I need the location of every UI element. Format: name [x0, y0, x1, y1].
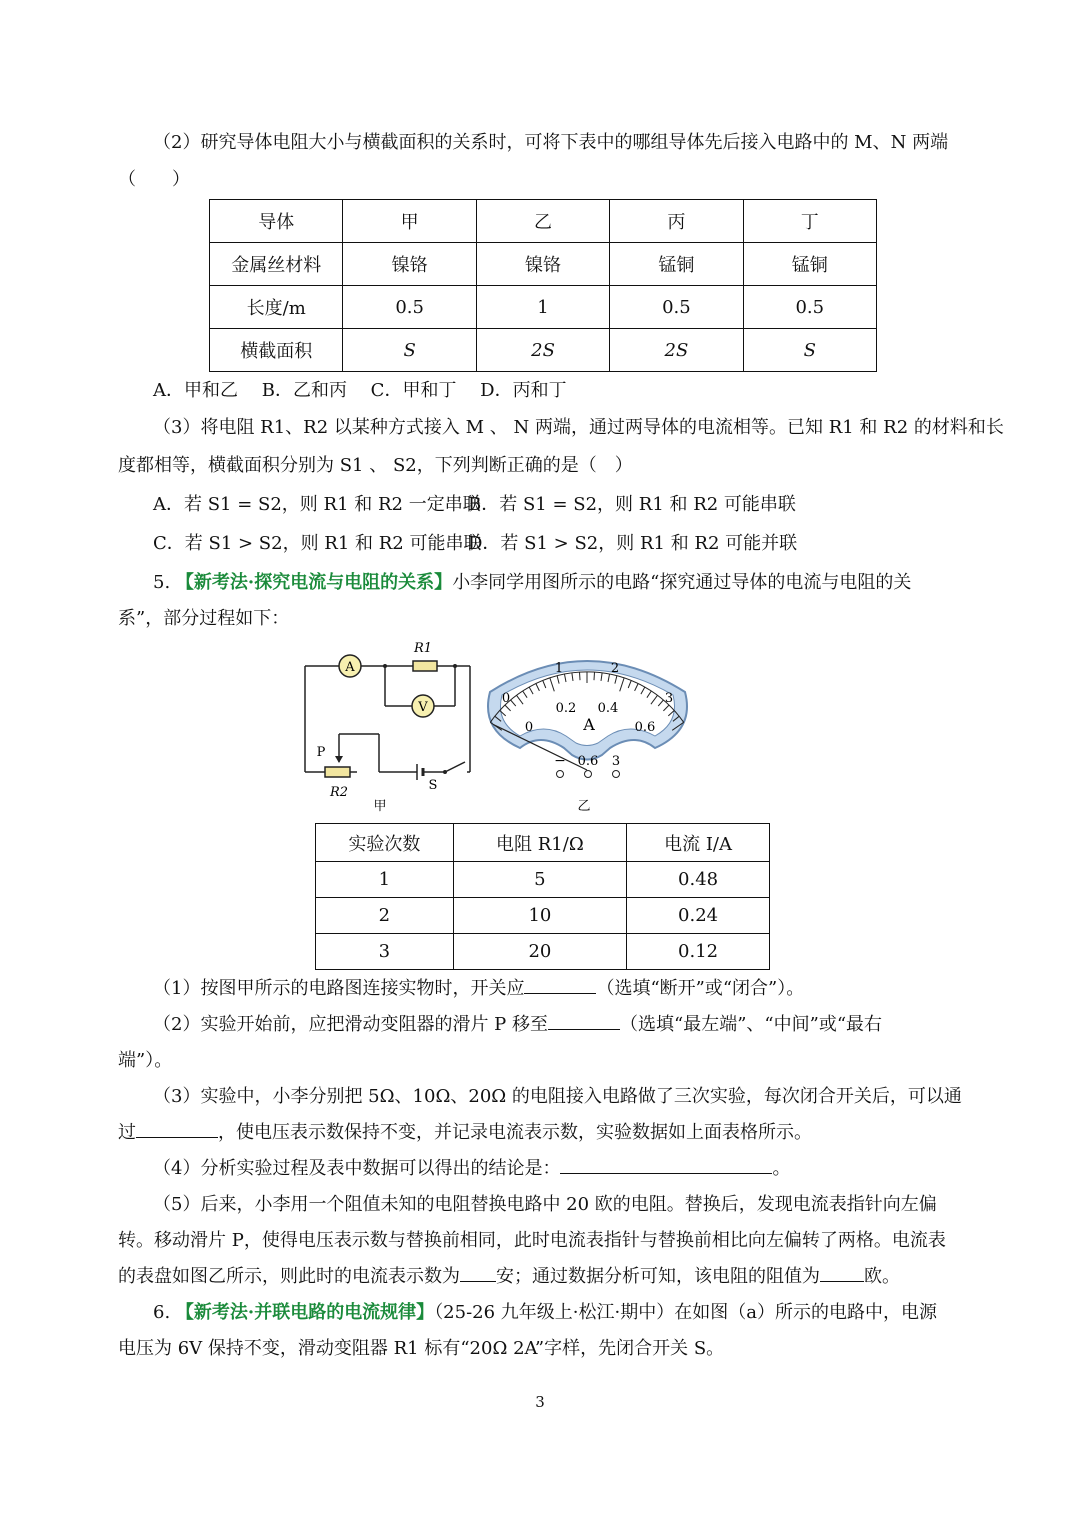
experiment-table-header-cell: 实验次数	[316, 824, 454, 862]
bottom-scale-0-4: 0.4	[597, 701, 619, 716]
r2-label: R2	[329, 785, 349, 800]
conductor-table-cell: 1	[476, 286, 609, 329]
terminal-0-6-label: 0.6	[577, 754, 599, 769]
conductor-table-cell: S	[743, 329, 876, 372]
battery-icon	[417, 764, 423, 780]
q4-part2-paren: （ ）	[118, 169, 190, 190]
terminal-3-icon	[613, 771, 620, 778]
circuit-diagram	[295, 630, 485, 820]
conductor-table-cell: 甲	[343, 200, 476, 243]
answer-blank-5[interactable]	[460, 1265, 496, 1282]
top-scale-3: 3	[664, 691, 674, 706]
conductor-table-cell: 0.5	[610, 286, 743, 329]
q4-part3-option-a: A．若 S1 = S2，则 R1 和 R2 一定串联	[153, 494, 481, 515]
terminal-negative-label: −	[554, 753, 566, 769]
q5-sub5-line1: （5）后来，小李用一个阻值未知的电阻替换电路中 20 欧的电阻。替换后，发现电流表指针向左偏	[153, 1194, 937, 1215]
page-number: 3	[535, 1393, 545, 1411]
top-scale-1: 1	[554, 661, 564, 676]
conductor-table-cell: 锰铜	[743, 243, 876, 286]
q4-part2-options: A．甲和乙 B．乙和丙 C．甲和丁 D．丙和丁	[153, 380, 567, 401]
voltmeter-label: V	[418, 700, 428, 715]
meter-tick	[594, 672, 595, 680]
q5-intro-line1: 小李同学用图所示的电路“探究通过导体的电流与电阻的关	[452, 572, 912, 593]
switch-label: S	[428, 778, 438, 793]
q5-sub1: （1）按图甲所示的电路图连接实物时，开关应 （选填“断开”或“闭合”）。	[153, 978, 805, 999]
slider-arrow-icon	[335, 756, 343, 763]
ammeter-dial	[480, 640, 695, 820]
q6-line1: （25-26 九年级上·松江·期中）在如图（a）所示的电路中，电源	[434, 1302, 937, 1323]
conductor-table-cell: 2S	[610, 329, 743, 372]
conductor-table-cell: 长度/m	[210, 286, 343, 329]
experiment-table-row	[316, 898, 770, 934]
q4-part3-option-d: D．若 S1 > S2，则 R1 和 R2 可能并联	[468, 533, 798, 554]
conductor-table-cell: 横截面积	[210, 329, 343, 372]
experiment-table-cell: 5	[453, 862, 626, 898]
conductor-table-row	[210, 329, 877, 372]
slider-p-label: P	[316, 745, 326, 760]
conductor-table-cell: 0.5	[743, 286, 876, 329]
conductor-table-cell: 乙	[476, 200, 609, 243]
figure-yi-label: 乙	[577, 799, 591, 814]
answer-blank-1[interactable]	[524, 977, 596, 994]
q5-heading	[153, 568, 911, 594]
q6-heading	[153, 1298, 937, 1324]
terminal-3-label: 3	[611, 754, 621, 769]
conductor-table-cell: 金属丝材料	[210, 243, 343, 286]
answer-blank-2[interactable]	[548, 1013, 620, 1030]
conductor-table-cell: 2S	[476, 329, 609, 372]
answer-blank-6[interactable]	[820, 1265, 864, 1282]
experiment-table-cell: 3	[316, 934, 454, 970]
q5-intro-line2: 系”，部分过程如下：	[118, 608, 290, 629]
q5-sub5-line3: 的表盘如图乙所示，则此时的电流表示数为 安；通过数据分析可知，该电阻的阻值为 欧。	[118, 1266, 900, 1287]
conductor-table-cell: S	[343, 329, 476, 372]
answer-blank-4[interactable]	[560, 1157, 772, 1174]
bottom-scale-0: 0	[524, 720, 534, 735]
experiment-table-cell: 0.48	[627, 862, 770, 898]
q6-tag: 【新考法·并联电路的电流规律】	[175, 1302, 435, 1323]
experiment-table-cell: 2	[316, 898, 454, 934]
experiment-table-cell: 1	[316, 862, 454, 898]
rheostat-r2-icon	[325, 767, 350, 777]
q5-number: 5.	[153, 572, 171, 593]
conductor-table-row	[210, 286, 877, 329]
top-scale-0: 0	[501, 691, 511, 706]
conductor-table-cell: 镍铬	[343, 243, 476, 286]
conductor-table-row	[210, 243, 877, 286]
meter-tick	[580, 672, 581, 680]
ammeter-label: A	[345, 660, 355, 675]
conductor-table-cell: 0.5	[343, 286, 476, 329]
conductor-table-cell: 锰铜	[610, 243, 743, 286]
terminal-negative-icon	[557, 771, 564, 778]
conductor-table-cell: 镍铬	[476, 243, 609, 286]
experiment-table-cell: 20	[453, 934, 626, 970]
conductor-table-cell: 丙	[610, 200, 743, 243]
meter-unit-label: A	[583, 715, 595, 734]
bottom-scale-0-2: 0.2	[555, 701, 577, 716]
experiment-table-cell: 0.12	[627, 934, 770, 970]
terminal-0-6-icon	[585, 771, 592, 778]
q6-number: 6.	[153, 1302, 171, 1323]
experiment-table-row	[316, 934, 770, 970]
experiment-table-header	[316, 824, 770, 862]
q5-sub3: （3）实验中，小李分别把 5Ω、10Ω、20Ω 的电阻接入电路做了三次实验，每次闭合开关后，可以通	[153, 1086, 962, 1107]
r1-label: R1	[413, 641, 433, 656]
figure-jia-label: 甲	[373, 799, 387, 814]
bottom-scale-0-6: 0.6	[634, 720, 656, 735]
conductor-table-cell: 丁	[743, 200, 876, 243]
experiment-table	[315, 823, 770, 970]
q4-part3-line1: （3）将电阻 R1、R2 以某种方式接入 M 、 N 两端，通过两导体的电流相等。已知 R1 和 R2 的材料和长	[153, 417, 1004, 438]
top-scale-2: 2	[610, 661, 620, 676]
conductor-table-row	[210, 200, 877, 243]
experiment-table-header-cell: 电流 I/A	[627, 824, 770, 862]
q5-sub2: （2）实验开始前，应把滑动变阻器的滑片 P 移至 （选填“最左端”、“中间”或“最右	[153, 1014, 883, 1035]
experiment-table-cell: 10	[453, 898, 626, 934]
q5-sub3-line2: 过 ，使电压表示数保持不变，并记录电流表示数，实验数据如上面表格所示。	[118, 1122, 812, 1143]
conductor-table-cell: 导体	[210, 200, 343, 243]
switch-icon	[443, 770, 447, 774]
q4-part3-line2: 度都相等，横截面积分别为 S1 、 S2，下列判断正确的是（ ）	[118, 455, 633, 476]
q5-sub4: （4）分析实验过程及表中数据可以得出的结论是： 。	[153, 1158, 791, 1179]
q4-part3-option-b: B．若 S1 = S2，则 R1 和 R2 可能串联	[468, 494, 796, 515]
experiment-table-row	[316, 862, 770, 898]
experiment-table-header-cell: 电阻 R1/Ω	[453, 824, 626, 862]
q5-sub5-line2: 转。移动滑片 P，使得电压表示数与替换前相同，此时电流表指针与替换前相比向左偏转了两格。电流表	[118, 1230, 946, 1251]
q4-part2-text: （2）研究导体电阻大小与横截面积的关系时，可将下表中的哪组导体先后接入电路中的 M、N 两端	[153, 132, 949, 153]
resistor-r1-icon	[413, 661, 437, 671]
q5-tag: 【新考法·探究电流与电阻的关系】	[175, 572, 453, 593]
q5-sub2-line2: 端”）。	[118, 1050, 173, 1071]
experiment-table-cell: 0.24	[627, 898, 770, 934]
q6-line2: 电压为 6V 保持不变，滑动变阻器 R1 标有“20Ω 2A”字样，先闭合开关 S。	[118, 1338, 725, 1359]
q4-part3-option-c: C．若 S1 > S2，则 R1 和 R2 可能串联	[153, 533, 482, 554]
answer-blank-3[interactable]	[136, 1121, 218, 1138]
conductor-table	[209, 199, 877, 372]
